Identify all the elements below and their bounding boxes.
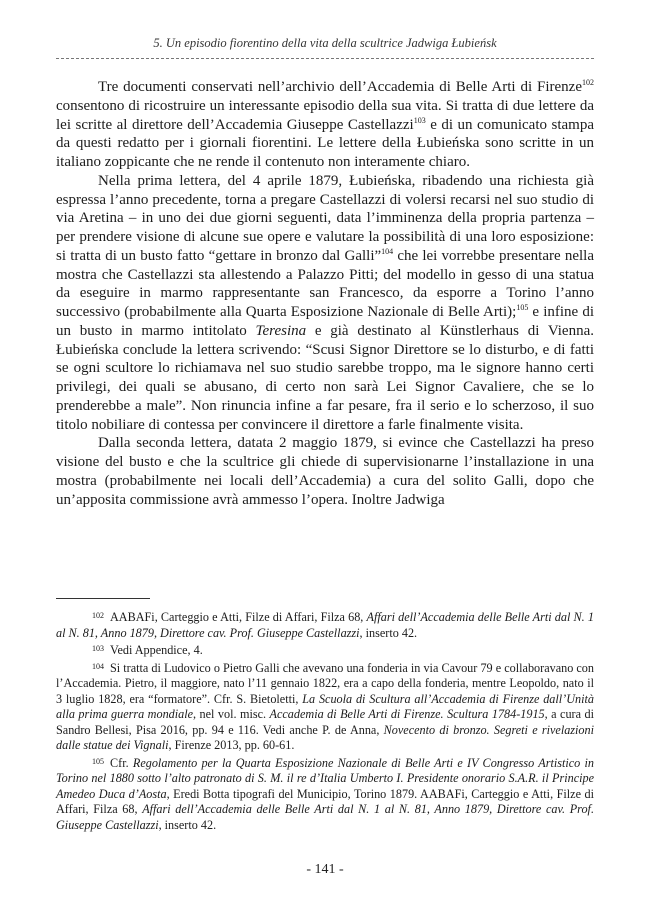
text-run: Dalla seconda lettera, datata 2 maggio 1879, si evince che Castellazzi ha preso visione del busto e che la scultrice gli chiede di supervisionarne l’installazione in una mostra (probabilmente nei locali dell’Accademia) a cura del solito Galli, dopo che un’apposita commissione avrà ammesso l’opera. Inoltre Jadwiga [56, 435, 594, 508]
italic-text: Teresina [255, 322, 307, 339]
footnote-number: 102 [92, 611, 104, 620]
text-run: , Eredi Botta tipografi del Municipio, Torino 1879. AABAFi, Carteggio e Atti, Filze di Affari, Filza 68, [56, 786, 594, 816]
body-paragraph [56, 172, 594, 435]
italic-text: Affari dell’Accademia delle Belle Arti dal N. 1 al N. 81, Anno 1879, Direttore cav. Prof. Giuseppe Castellazzi [56, 610, 594, 640]
footnote-number: 105 [92, 756, 104, 766]
text-run: e infine di un busto in marmo intitolato [56, 304, 594, 339]
text-run: che lei vorrebbe presentare nella mostra che Castellazzi sta allestendo a Palazzo Pitti; del modello in gesso di una statua da eseguire in marmo rappresentante san Francesco, da esporre a Torino l’anno successivo (probabilmente alla Quarta Esposizione Nazionale di Belle Arti); [56, 247, 594, 320]
text-run: , Firenze 2013, pp. 60-61. [168, 738, 295, 752]
body-paragraph [56, 434, 594, 509]
text-run: consentono di ricostruire un interessante episodio della sua vita. Si tratta di due lettere da lei scritte al direttore dell’Accademia Giuseppe Castellazzi [56, 97, 594, 133]
footnote-number: 103 [92, 644, 104, 653]
text-run: Nella prima lettera, del 4 aprile 1879, Łubieńska, ribadendo una richiesta già espressa l’anno precedente, torna a pregare Castellazzi di volersi recarsi nel suo studio di via Aretina – in uno dei due giorni seguenti, data l’imminenza della propria partenza – per prendere visione di alcune sue opere e valutare la possibilità di una loro esposizione: si tratta di un busto fatto “gettare in bronzo dal Galli” [56, 172, 594, 264]
footnote-ref: 105 [516, 303, 529, 312]
text-run: , nel vol. misc. [193, 707, 270, 721]
footnote-ref: 103 [413, 115, 426, 125]
header-rule [56, 58, 594, 59]
text-run: Si tratta di Ludovico o Pietro Galli che avevano una fonderia in via Cavour 79 e collaboravano con l’Accademia. Pietro, il maggiore, nato l’11 gennaio 1822, era a capo della fonderia, mentre Leopoldo, nato il 3 luglio 1828, era “formatore”. Cfr. S. Bietoletti, [56, 660, 594, 706]
text-run: , inserto 42. [158, 817, 217, 832]
text-run: , a cura di Sandro Bellesi, Pisa 2016, pp. 94 e 116. Vedi anche P. de Anna, [56, 707, 594, 737]
running-head: 5. Un episodio fiorentino della vita della scultrice Jadwiga Łubieńsk [153, 36, 497, 50]
text-run: e di un comunicato stampa da questi redatto per i giornali fiorentini. Le lettere della Łubieńska sono scritte in un italiano zoppicante che ne rende il contenuto non interamente chiaro. [56, 116, 594, 170]
footnote [56, 659, 594, 754]
text-run: Cfr. [110, 755, 133, 770]
italic-text: Accademia di Belle Arti di Firenze. Scultura 1784-1915 [269, 707, 545, 721]
italic-text: La Scuola di Scultura all’Accademia di Firenze dall’Unità alla prima guerra mondiale [56, 691, 594, 721]
body-paragraph [56, 78, 594, 172]
italic-text: Novecento di bronzo. Segreti e rivelazioni dalle statue dei Vignali [56, 722, 594, 752]
footnotes [56, 608, 594, 833]
text-run: Vedi Appendice, 4. [110, 643, 203, 657]
italic-text: Affari dell’Accademia delle Belle Arti dal N. 1 al N. 81, Anno 1879, Direttore cav. Prof. Giuseppe Castellazzi [56, 802, 594, 832]
footnote-number: 104 [92, 661, 104, 671]
footnote-ref: 102 [582, 78, 594, 87]
text-run: e già destinato al Künstlerhaus di Vienna. Łubieńska conclude la lettera scrivendo: “Scusi Signor Direttore se lo disturbo, e di fatti se ogni scultore lo richiamava nel suo studio sarebbe troppo, ma le signore hanno certi privilegi, dei quali se abusano, di certo non sarà Lei Signor Cavaliere, che se lo prenderebbe a male”. Non rinuncia infine a far pesare, fra il serio e lo scherzoso, il suo titolo nobiliare di contessa per convincere il direttore a farle finalmente visita. [56, 322, 594, 433]
footnote [56, 608, 594, 641]
italic-text: Regolamento per la Quarta Esposizione Nazionale di Belle Arti e IV Congresso Artistico in Torino nel 1880 sotto l’alto patronato di S. M. il re d’Italia Umberto I. Presidente onorario S.A.R. il Principe Amedeo Duca d’Aosta [56, 755, 595, 801]
footnote-ref: 104 [381, 246, 394, 256]
text-run: , inserto 42. [359, 625, 418, 640]
footnote-rule [56, 598, 150, 599]
footnote [56, 754, 594, 834]
page-number: - 141 - [306, 862, 344, 877]
text-run: Tre documenti conservati nell’archivio dell’Accademia di Belle Arti di Firenze [98, 79, 582, 95]
text-run: AABAFi, Carteggio e Atti, Filze di Affari, Filza 68, [110, 610, 367, 624]
body-text [56, 78, 594, 509]
footnote [56, 641, 594, 659]
